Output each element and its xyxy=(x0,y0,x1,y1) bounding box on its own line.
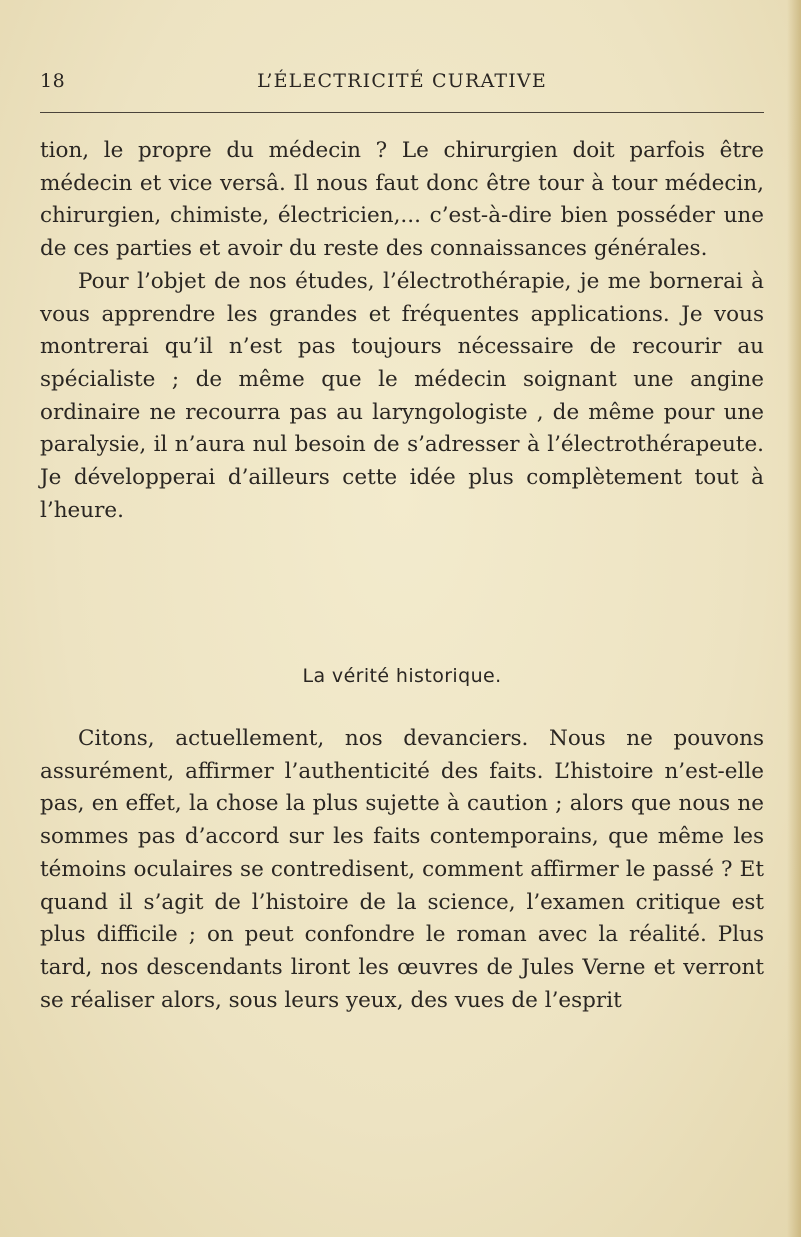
paragraph-continued: tion, le propre du médecin ? Le chirurgien doit parfois être médecin et vice versâ. Il nous faut donc être tour à tour médecin, chirurgien, chimiste, électricien,... c’est-à-dire bien posséder une de ces parties et avoir du reste des connaissances générales. xyxy=(40,138,764,262)
running-title: L’ÉLECTRICITÉ CURATIVE xyxy=(257,70,547,92)
paragraph: Citons, actuellement, nos devanciers. Nous ne pouvons assurément, affirmer l’authenticité des faits. L’histoire n’est-elle pas, en effet, la chose la plus sujette à caution ; alors que nous ne sommes pas d’accord sur les faits contemporains, que même les témoins oculaires se contredisent, comment affirmer le passé ? Et quand il s’agit de l’histoire de la science, l’examen critique est plus difficile ; on peut confondre le roman avec la réalité. Plus tard, nos descendants liront les œuvres de Jules Verne et verront se réaliser alors, sous leurs yeux, des vues de l’esprit xyxy=(40,726,764,1013)
running-head xyxy=(40,70,764,100)
paragraph: Pour l’objet de nos études, l’électrothérapie, je me bornerai à vous apprendre les grandes et fréquentes applications. Je vous montrerai qu’il n’est pas toujours nécessaire de recourir au spécialiste ; de même que le médecin soignant une angine ordinaire ne recourra pas au laryngologiste , de même pour une paralysie, il n’aura nul besoin de s’adresser à l’électrothérapeute. Je développerai d’ailleurs cette idée plus complètement tout à l’heure. xyxy=(40,268,764,523)
header-rule xyxy=(40,112,764,113)
body-text-top xyxy=(40,135,764,527)
page-edge-shadow xyxy=(787,0,801,1237)
body-text-section xyxy=(40,723,764,1017)
page-number: 18 xyxy=(40,70,66,92)
section-heading: La vérité historique. xyxy=(302,665,502,687)
